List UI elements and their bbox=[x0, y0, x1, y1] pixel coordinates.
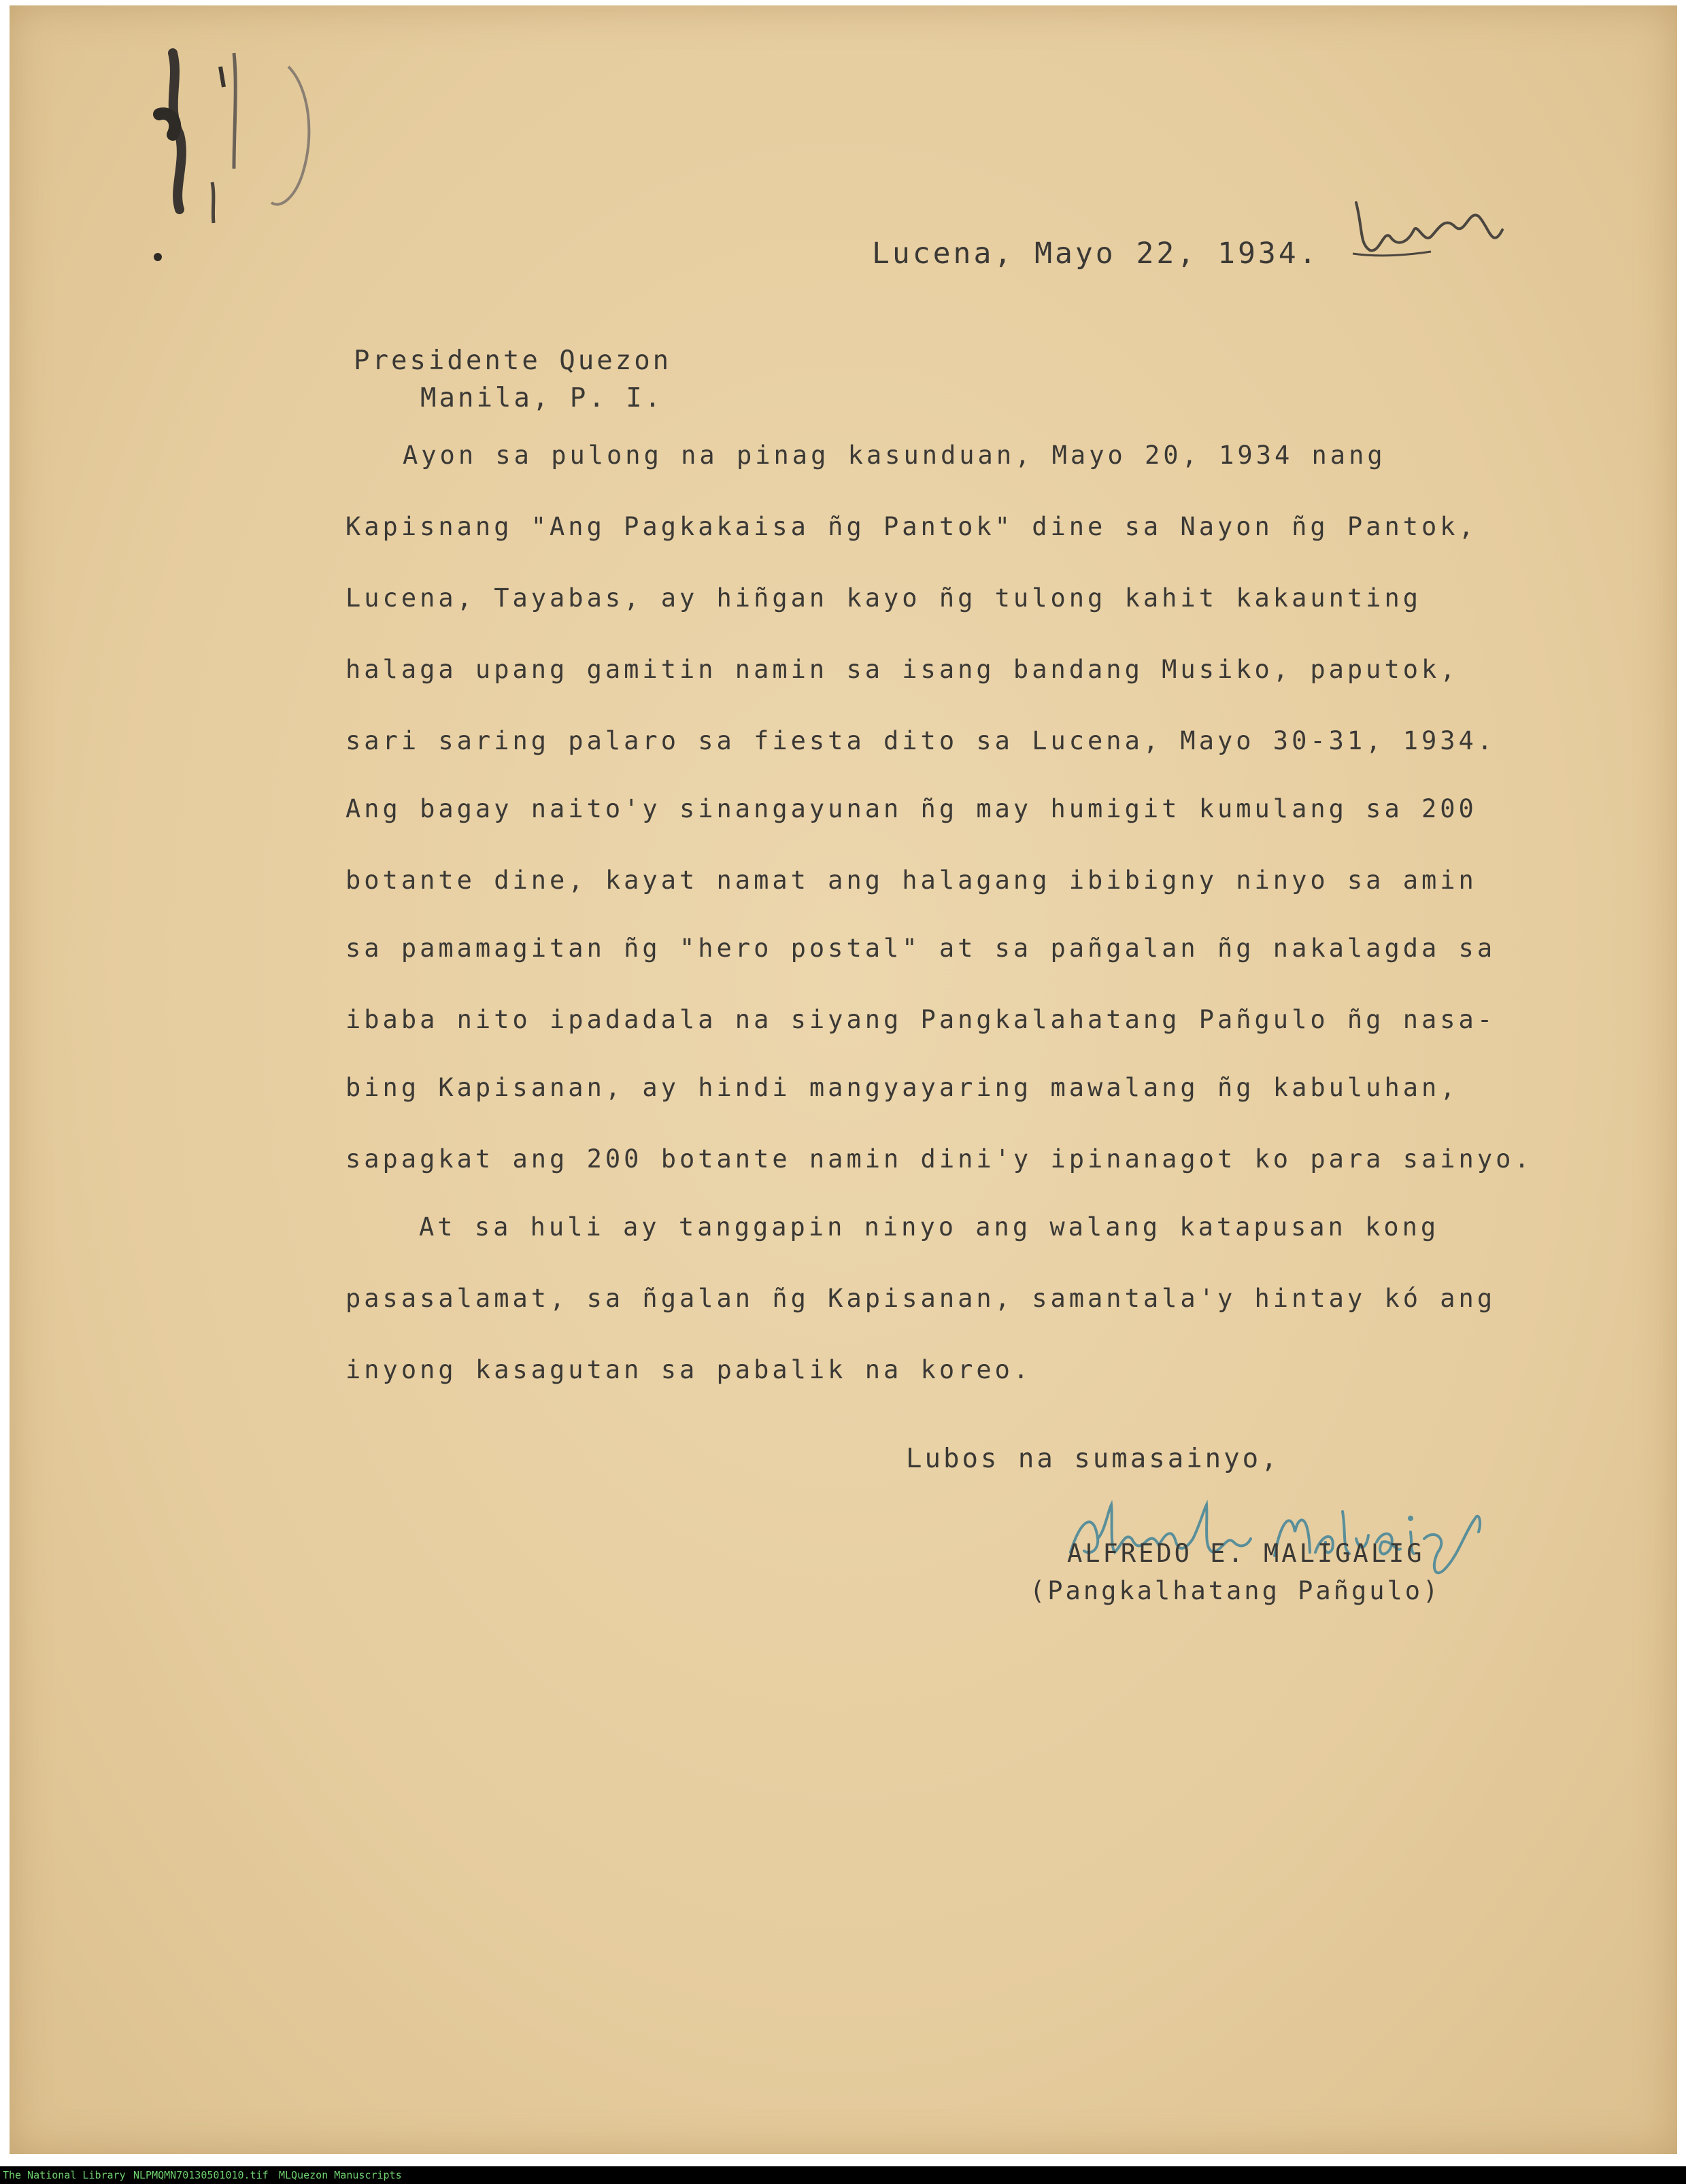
body-line: sari saring palaro sa fiesta dito sa Lucena, Mayo 30-31, 1934. bbox=[345, 726, 1496, 755]
body-line: botante dine, kayat namat ang halagang ibibigny ninyo sa amin bbox=[345, 866, 1477, 895]
scan-footer-bar bbox=[0, 2166, 1686, 2184]
footer-collection: MLQuezon Manuscripts bbox=[279, 2169, 402, 2181]
body-line: Ang bagay naito'y sinangayunan ñg may humigit kumulang sa 200 bbox=[345, 794, 1477, 823]
closing: Lubos na sumasainyo, bbox=[906, 1444, 1280, 1474]
body-line: Ayon sa pulong na pinag kasunduan, Mayo 20, 1934 nang bbox=[403, 441, 1386, 470]
recipient-name: Presidente Quezon bbox=[354, 345, 672, 376]
ink-marks-decoration bbox=[132, 26, 390, 284]
body-line: pasasalamat, sa ñgalan ñg Kapisanan, samantala'y hintay kó ang bbox=[345, 1284, 1496, 1313]
signer-title: (Pangkalhatang Pañgulo) bbox=[1030, 1576, 1441, 1605]
footer-filename: NLPMQMN70130501010.tif bbox=[133, 2169, 269, 2181]
body-line: halaga upang gamitin namin sa isang bandang Musiko, paputok, bbox=[345, 655, 1459, 684]
body-line: bing Kapisanan, ay hindi mangyayaring mawalang ñg kabuluhan, bbox=[345, 1073, 1459, 1102]
footer-institution: The National Library bbox=[3, 2169, 126, 2181]
body-line: At sa huli ay tanggapin ninyo ang walang katapusan kong bbox=[419, 1212, 1440, 1242]
body-line: Lucena, Tayabas, ay hiñgan kayo ñg tulong kahit kakaunting bbox=[345, 583, 1422, 613]
body-line: inyong kasagutan sa pabalik na koreo. bbox=[345, 1355, 1032, 1384]
letter-paper bbox=[10, 5, 1677, 2154]
recipient-address: Manila, P. I. bbox=[420, 383, 664, 413]
body-line: Kapisnang "Ang Pagkakaisa ñg Pantok" dine sa Nayon ñg Pantok, bbox=[345, 512, 1477, 541]
body-line: ibaba nito ipadadala na siyang Pangkalahatang Pañgulo ñg nasa- bbox=[345, 1005, 1496, 1034]
body-line: sapagkat ang 200 botante namin dini'y ipinanagot ko para sainyo. bbox=[345, 1144, 1533, 1174]
letter-date: Lucena, Mayo 22, 1934. bbox=[872, 237, 1319, 271]
handwritten-initials bbox=[1349, 189, 1519, 271]
signer-name: ALFREDO E. MALIGALIG bbox=[1067, 1539, 1425, 1568]
body-line: sa pamamagitan ñg "hero postal" at sa pañgalan ñg nakalagda sa bbox=[345, 934, 1496, 963]
